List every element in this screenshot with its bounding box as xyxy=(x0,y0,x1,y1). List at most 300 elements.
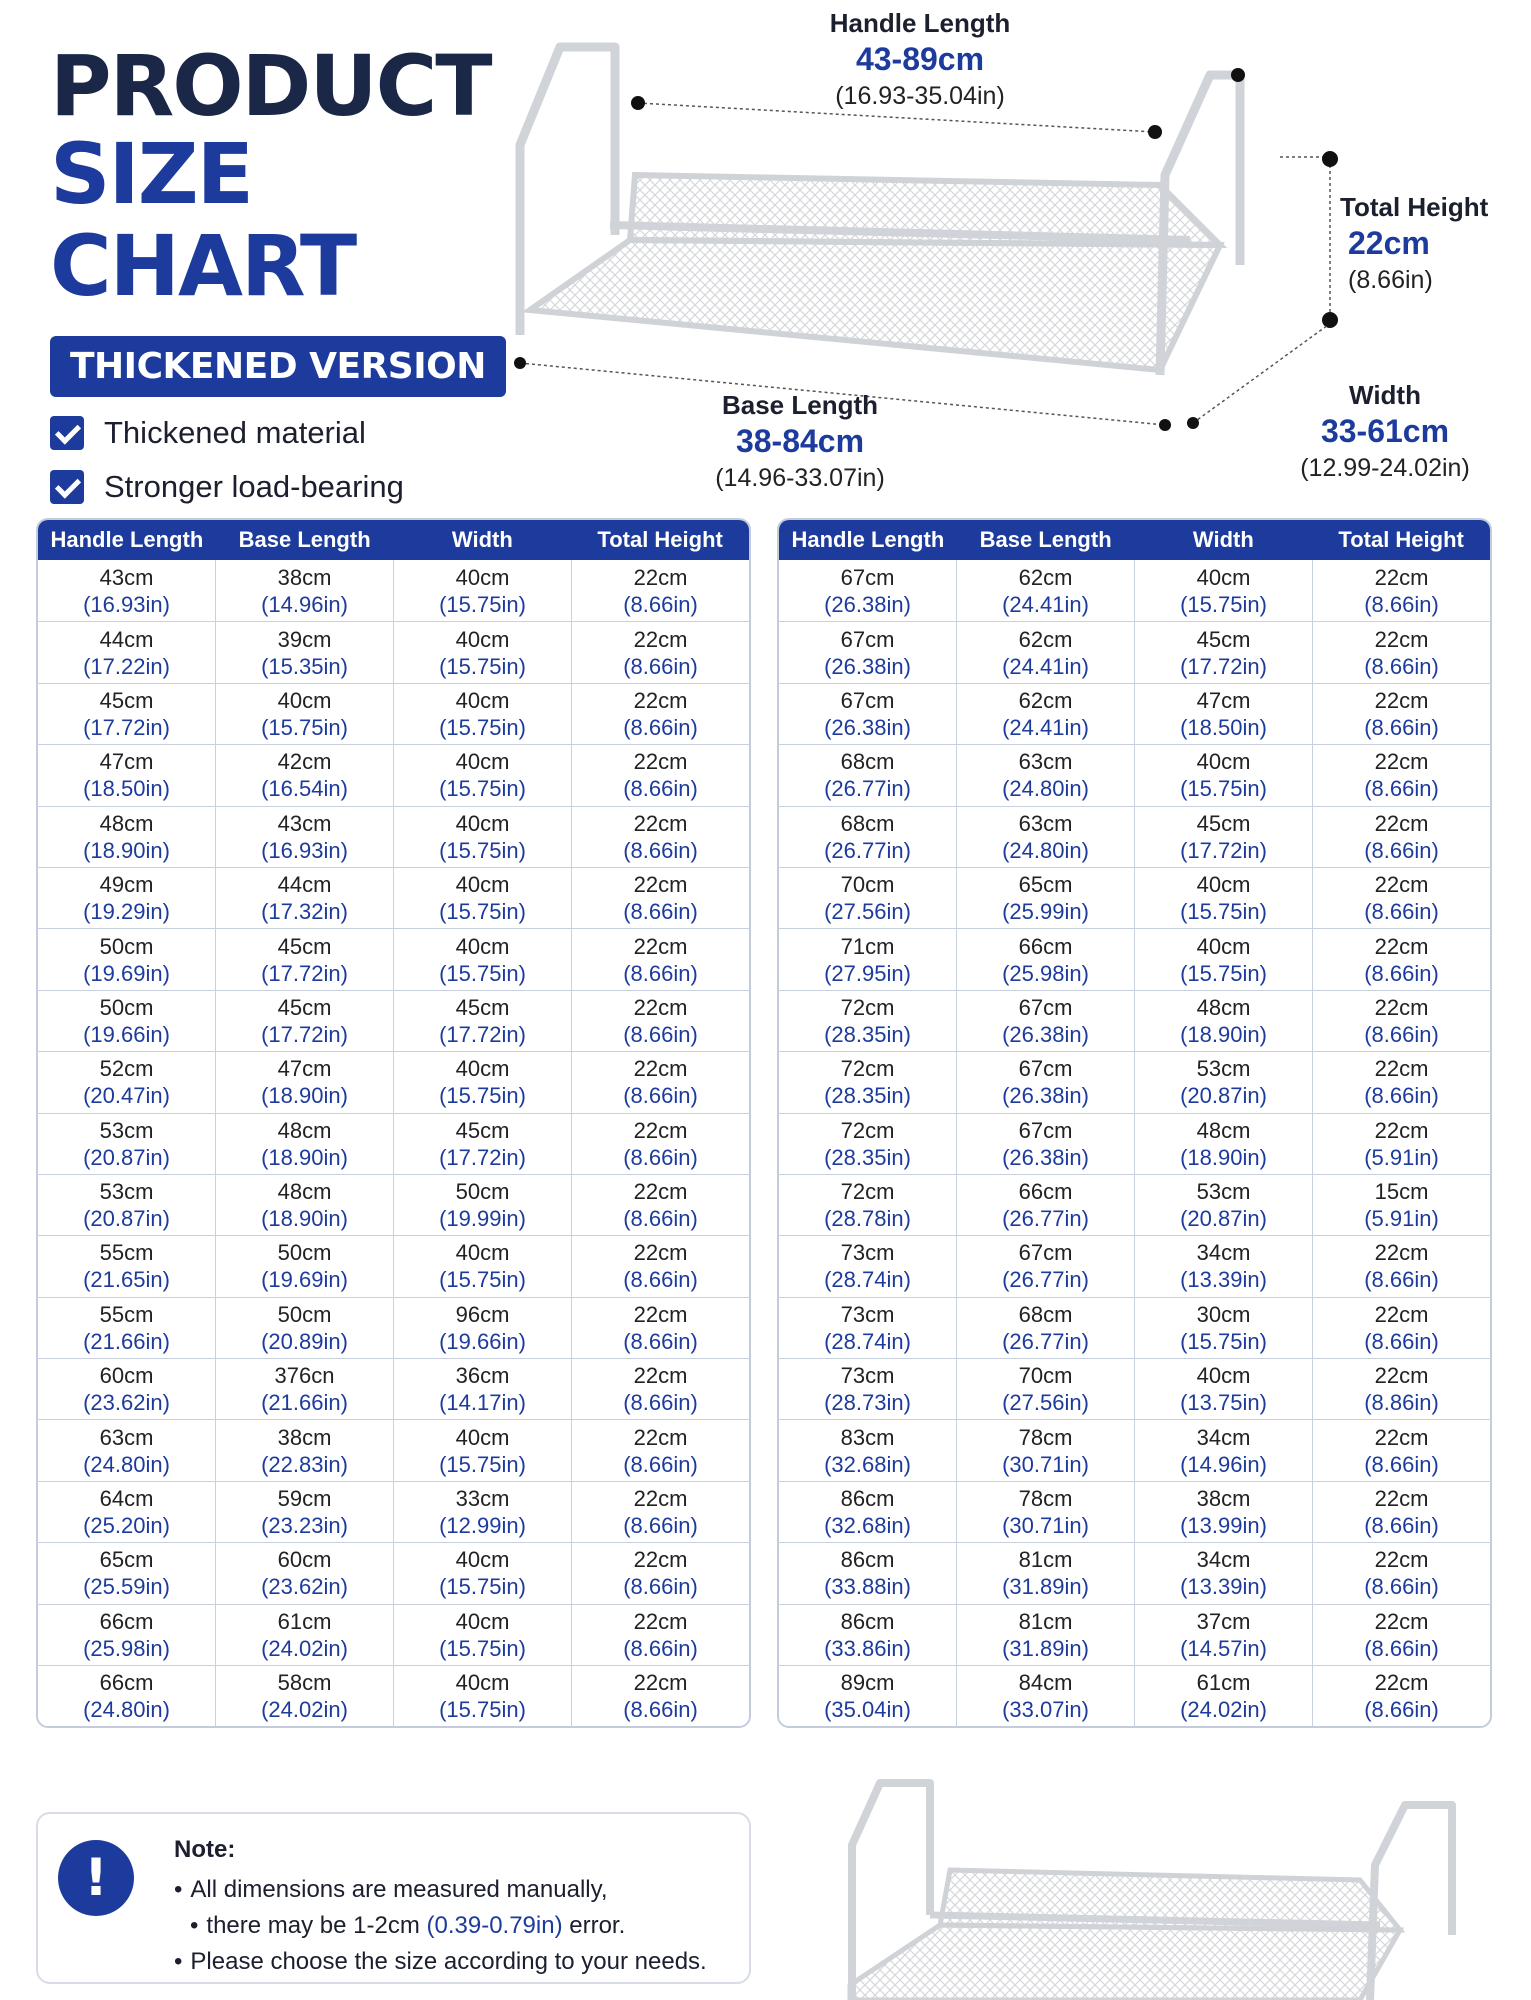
cell-cm-value: 81cm xyxy=(1018,1608,1073,1634)
table-cell xyxy=(571,1666,749,1726)
cell-inch-value: (15.75in) xyxy=(439,837,526,863)
cell-cm-value: 72cm xyxy=(840,1056,895,1082)
cell-inch-value: (15.75in) xyxy=(439,1697,526,1723)
cell-inch-value: (19.66in) xyxy=(83,1021,170,1047)
table-cell xyxy=(38,560,215,621)
cell-cm-value: 22cm xyxy=(633,1363,688,1389)
cell-cm-value: 53cm xyxy=(99,1179,154,1205)
cell-inch-value: (8.66in) xyxy=(1364,960,1439,986)
table-cell xyxy=(1312,1052,1490,1112)
table-cell xyxy=(1134,1052,1312,1112)
cell-inch-value: (30.71in) xyxy=(1002,1451,1089,1477)
cell-inch-value: (8.66in) xyxy=(623,1267,698,1293)
table-cell xyxy=(38,1114,215,1174)
cell-inch-value: (16.93in) xyxy=(261,837,348,863)
cell-cm-value: 84cm xyxy=(1018,1670,1073,1696)
cell-cm-value: 22cm xyxy=(1374,749,1429,775)
cell-inch-value: (18.90in) xyxy=(261,1083,348,1109)
cell-inch-value: (26.38in) xyxy=(1002,1021,1089,1047)
cell-inch-value: (25.98in) xyxy=(83,1635,170,1661)
cell-cm-value: 22cm xyxy=(1374,1363,1429,1389)
feature-item xyxy=(50,469,510,505)
table-cell xyxy=(38,1543,215,1603)
cell-inch-value: (15.35in) xyxy=(261,653,348,679)
cell-cm-value: 66cm xyxy=(99,1608,154,1634)
table-cell xyxy=(779,1175,956,1235)
cell-inch-value: (14.96in) xyxy=(1180,1451,1267,1477)
cell-inch-value: (16.54in) xyxy=(261,776,348,802)
cell-cm-value: 22cm xyxy=(1374,994,1429,1020)
width-label: Width 33-61cm (12.99-24.02in) xyxy=(1300,380,1470,482)
cell-inch-value: (8.66in) xyxy=(1364,1021,1439,1047)
table-row xyxy=(779,1051,1490,1112)
table-cell xyxy=(571,1482,749,1542)
cell-inch-value: (8.66in) xyxy=(623,1697,698,1723)
cell-cm-value: 73cm xyxy=(840,1240,895,1266)
table-cell xyxy=(956,1052,1134,1112)
cell-inch-value: (19.29in) xyxy=(83,899,170,925)
cell-cm-value: 67cm xyxy=(840,564,895,590)
table-cell xyxy=(38,1298,215,1358)
cell-cm-value: 63cm xyxy=(1018,749,1073,775)
table-row xyxy=(38,990,749,1051)
table-cell xyxy=(779,868,956,928)
cell-cm-value: 376cn xyxy=(274,1363,335,1389)
cell-cm-value: 36cm xyxy=(455,1363,510,1389)
table-row xyxy=(38,806,749,867)
cell-cm-value: 67cm xyxy=(1018,1240,1073,1266)
column-header: Handle Length xyxy=(791,527,945,552)
table-cell xyxy=(393,807,571,867)
column-header: Base Length xyxy=(979,527,1112,552)
cell-cm-value: 33cm xyxy=(455,1486,510,1512)
cell-inch-value: (8.66in) xyxy=(623,1083,698,1109)
table-cell xyxy=(571,1543,749,1603)
page-title-line2: SIZE CHART xyxy=(50,125,356,315)
cell-inch-value: (24.41in) xyxy=(1002,591,1089,617)
table-cell xyxy=(779,1359,956,1419)
cell-cm-value: 58cm xyxy=(277,1670,332,1696)
cell-inch-value: (21.66in) xyxy=(83,1328,170,1354)
cell-cm-value: 40cm xyxy=(1196,872,1251,898)
table-cell xyxy=(1312,684,1490,744)
cell-inch-value: (8.66in) xyxy=(623,1021,698,1047)
cell-inch-value: (21.66in) xyxy=(261,1390,348,1416)
cell-inch-value: (17.72in) xyxy=(261,960,348,986)
cell-cm-value: 49cm xyxy=(99,872,154,898)
cell-inch-value: (8.66in) xyxy=(623,960,698,986)
cell-cm-value: 62cm xyxy=(1018,687,1073,713)
table-cell xyxy=(779,807,956,867)
table-cell xyxy=(393,1114,571,1174)
cell-cm-value: 48cm xyxy=(277,1117,332,1143)
cell-cm-value: 47cm xyxy=(277,1056,332,1082)
cell-inch-value: (20.47in) xyxy=(83,1083,170,1109)
table-header xyxy=(38,520,749,560)
cell-inch-value: (15.75in) xyxy=(439,1451,526,1477)
table-cell xyxy=(38,1175,215,1235)
column-header: Total Height xyxy=(597,527,723,552)
cell-inch-value: (8.66in) xyxy=(1364,1697,1439,1723)
cell-cm-value: 22cm xyxy=(1374,1670,1429,1696)
cell-inch-value: (26.77in) xyxy=(1002,1328,1089,1354)
cell-inch-value: (8.66in) xyxy=(1364,899,1439,925)
table-cell xyxy=(38,622,215,682)
cell-inch-value: (26.38in) xyxy=(824,653,911,679)
table-cell xyxy=(215,929,393,989)
cell-cm-value: 86cm xyxy=(840,1547,895,1573)
table-cell xyxy=(393,745,571,805)
cell-cm-value: 22cm xyxy=(1374,564,1429,590)
cell-inch-value: (18.50in) xyxy=(1180,714,1267,740)
table-cell xyxy=(38,684,215,744)
table-cell xyxy=(956,868,1134,928)
cell-cm-value: 22cm xyxy=(633,1240,688,1266)
cell-inch-value: (21.65in) xyxy=(83,1267,170,1293)
note-list xyxy=(174,1872,707,1980)
cell-inch-value: (26.77in) xyxy=(824,776,911,802)
table-cell xyxy=(1312,622,1490,682)
cell-cm-value: 45cm xyxy=(455,1117,510,1143)
cell-inch-value: (26.38in) xyxy=(824,591,911,617)
cell-cm-value: 66cm xyxy=(1018,1179,1073,1205)
cell-cm-value: 38cm xyxy=(277,1424,332,1450)
table-row xyxy=(38,683,749,744)
cell-inch-value: (14.96in) xyxy=(261,591,348,617)
cell-cm-value: 78cm xyxy=(1018,1486,1073,1512)
table-cell xyxy=(571,1298,749,1358)
table-cell xyxy=(956,1114,1134,1174)
table-cell xyxy=(215,1052,393,1112)
table-cell xyxy=(215,684,393,744)
table-cell xyxy=(956,745,1134,805)
cell-cm-value: 64cm xyxy=(99,1486,154,1512)
cell-inch-value: (35.04in) xyxy=(824,1697,911,1723)
cell-inch-value: (8.66in) xyxy=(623,1513,698,1539)
cell-inch-value: (18.90in) xyxy=(1180,1021,1267,1047)
cell-inch-value: (26.38in) xyxy=(1002,1144,1089,1170)
table-row xyxy=(38,1419,749,1480)
cell-inch-value: (13.75in) xyxy=(1180,1390,1267,1416)
base-length-label: Base Length 38-84cm (14.96-33.07in) xyxy=(715,390,885,492)
cell-cm-value: 22cm xyxy=(1374,1056,1429,1082)
table-cell xyxy=(1312,1605,1490,1665)
cell-cm-value: 22cm xyxy=(633,564,688,590)
cell-inch-value: (15.75in) xyxy=(439,1083,526,1109)
table-cell xyxy=(38,929,215,989)
table-row xyxy=(38,560,749,621)
cell-inch-value: (17.72in) xyxy=(439,1021,526,1047)
table-cell xyxy=(393,1298,571,1358)
cell-inch-value: (33.07in) xyxy=(1002,1697,1089,1723)
cell-inch-value: (20.87in) xyxy=(83,1206,170,1232)
table-cell xyxy=(571,991,749,1051)
table-cell xyxy=(779,1605,956,1665)
table-cell xyxy=(956,1175,1134,1235)
cell-inch-value: (24.02in) xyxy=(261,1635,348,1661)
table-cell xyxy=(956,1236,1134,1296)
cell-inch-value: (15.75in) xyxy=(1180,776,1267,802)
cell-cm-value: 65cm xyxy=(99,1547,154,1573)
table-row xyxy=(779,560,1490,621)
column-header: Width xyxy=(451,527,513,552)
cell-inch-value: (20.89in) xyxy=(261,1328,348,1354)
cell-inch-value: (28.73in) xyxy=(824,1390,911,1416)
cell-cm-value: 22cm xyxy=(633,1608,688,1634)
table-cell xyxy=(38,1666,215,1726)
cell-cm-value: 47cm xyxy=(99,749,154,775)
table-cell xyxy=(38,1420,215,1480)
cell-cm-value: 70cm xyxy=(840,872,895,898)
table-row xyxy=(38,1051,749,1112)
cell-cm-value: 22cm xyxy=(1374,1608,1429,1634)
table-cell xyxy=(215,560,393,621)
cell-inch-value: (23.62in) xyxy=(261,1574,348,1600)
cell-inch-value: (8.66in) xyxy=(623,837,698,863)
table-cell xyxy=(393,684,571,744)
table-row xyxy=(779,621,1490,682)
cell-inch-value: (24.80in) xyxy=(1002,837,1089,863)
cell-cm-value: 53cm xyxy=(99,1117,154,1143)
cell-inch-value: (31.89in) xyxy=(1002,1635,1089,1661)
table-cell xyxy=(1312,1298,1490,1358)
cell-cm-value: 40cm xyxy=(455,1056,510,1082)
cell-inch-value: (8.66in) xyxy=(1364,1328,1439,1354)
cell-cm-value: 39cm xyxy=(277,626,332,652)
table-cell xyxy=(1312,929,1490,989)
table-cell xyxy=(393,929,571,989)
cell-cm-value: 22cm xyxy=(1374,810,1429,836)
cell-cm-value: 40cm xyxy=(455,872,510,898)
table-cell xyxy=(1312,1482,1490,1542)
cell-inch-value: (14.17in) xyxy=(439,1390,526,1416)
shelf-photo xyxy=(840,1775,1480,2000)
cell-cm-value: 45cm xyxy=(277,994,332,1020)
cell-cm-value: 22cm xyxy=(633,1179,688,1205)
cell-cm-value: 67cm xyxy=(840,687,895,713)
cell-cm-value: 40cm xyxy=(1196,749,1251,775)
cell-inch-value: (17.72in) xyxy=(439,1144,526,1170)
cell-cm-value: 45cm xyxy=(1196,626,1251,652)
cell-inch-value: (8.66in) xyxy=(1364,653,1439,679)
cell-cm-value: 15cm xyxy=(1374,1179,1429,1205)
cell-cm-value: 53cm xyxy=(1196,1179,1251,1205)
cell-inch-value: (8.66in) xyxy=(1364,1451,1439,1477)
cell-inch-value: (18.90in) xyxy=(83,837,170,863)
table-cell xyxy=(1312,560,1490,621)
table-cell xyxy=(393,1175,571,1235)
cell-inch-value: (19.99in) xyxy=(439,1206,526,1232)
table-cell xyxy=(1312,991,1490,1051)
cell-cm-value: 40cm xyxy=(455,933,510,959)
table-cell xyxy=(215,807,393,867)
cell-cm-value: 40cm xyxy=(455,564,510,590)
cell-inch-value: (15.75in) xyxy=(1180,960,1267,986)
table-cell xyxy=(38,868,215,928)
cell-inch-value: (24.80in) xyxy=(1002,776,1089,802)
cell-cm-value: 40cm xyxy=(455,1424,510,1450)
cell-inch-value: (8.66in) xyxy=(1364,1574,1439,1600)
cell-cm-value: 22cm xyxy=(633,1486,688,1512)
table-cell xyxy=(1134,622,1312,682)
table-cell xyxy=(393,1605,571,1665)
table-cell xyxy=(571,807,749,867)
table-cell xyxy=(393,1236,571,1296)
cell-cm-value: 22cm xyxy=(1374,1301,1429,1327)
cell-cm-value: 62cm xyxy=(1018,626,1073,652)
table-cell xyxy=(215,1298,393,1358)
table-cell xyxy=(956,991,1134,1051)
cell-inch-value: (25.98in) xyxy=(1002,960,1089,986)
note-item-continued: • there may be 1-2cm (0.39-0.79in) error. xyxy=(174,1908,707,1944)
cell-inch-value: (27.56in) xyxy=(824,899,911,925)
cell-inch-value: (15.75in) xyxy=(439,1635,526,1661)
table-cell xyxy=(779,991,956,1051)
table-cell xyxy=(215,1114,393,1174)
table-cell xyxy=(38,807,215,867)
table-cell xyxy=(393,991,571,1051)
cell-inch-value: (5.91in) xyxy=(1364,1206,1439,1232)
table-cell xyxy=(571,1420,749,1480)
cell-cm-value: 44cm xyxy=(99,626,154,652)
table-cell xyxy=(779,929,956,989)
cell-cm-value: 48cm xyxy=(277,1179,332,1205)
table-cell xyxy=(393,868,571,928)
cell-inch-value: (8.66in) xyxy=(1364,837,1439,863)
table-body xyxy=(779,560,1490,1726)
cell-inch-value: (15.75in) xyxy=(1180,591,1267,617)
cell-cm-value: 47cm xyxy=(1196,687,1251,713)
table-cell xyxy=(779,560,956,621)
cell-cm-value: 22cm xyxy=(1374,687,1429,713)
cell-cm-value: 67cm xyxy=(840,626,895,652)
table-cell xyxy=(956,684,1134,744)
table-row xyxy=(38,1604,749,1665)
table-cell xyxy=(571,745,749,805)
cell-inch-value: (8.66in) xyxy=(623,899,698,925)
cell-inch-value: (12.99in) xyxy=(439,1513,526,1539)
cell-cm-value: 30cm xyxy=(1196,1301,1251,1327)
cell-inch-value: (26.77in) xyxy=(824,837,911,863)
cell-inch-value: (19.66in) xyxy=(439,1328,526,1354)
cell-inch-value: (28.74in) xyxy=(824,1267,911,1293)
cell-inch-value: (32.68in) xyxy=(824,1451,911,1477)
cell-cm-value: 50cm xyxy=(99,933,154,959)
cell-inch-value: (25.20in) xyxy=(83,1513,170,1539)
table-row xyxy=(779,1174,1490,1235)
cell-cm-value: 62cm xyxy=(1018,564,1073,590)
cell-cm-value: 22cm xyxy=(1374,933,1429,959)
table-cell xyxy=(956,1605,1134,1665)
cell-inch-value: (5.91in) xyxy=(1364,1144,1439,1170)
cell-cm-value: 22cm xyxy=(1374,1424,1429,1450)
table-row xyxy=(38,1481,749,1542)
cell-cm-value: 52cm xyxy=(99,1056,154,1082)
cell-inch-value: (18.90in) xyxy=(261,1206,348,1232)
cell-cm-value: 42cm xyxy=(277,749,332,775)
cell-inch-value: (22.83in) xyxy=(261,1451,348,1477)
feature-item xyxy=(50,415,510,451)
table-cell xyxy=(1134,1298,1312,1358)
cell-cm-value: 22cm xyxy=(633,1056,688,1082)
table-cell xyxy=(393,1359,571,1419)
table-cell xyxy=(1312,1666,1490,1726)
cell-cm-value: 40cm xyxy=(1196,564,1251,590)
table-cell xyxy=(1312,1175,1490,1235)
table-cell xyxy=(215,1482,393,1542)
cell-inch-value: (33.88in) xyxy=(824,1574,911,1600)
cell-cm-value: 34cm xyxy=(1196,1240,1251,1266)
cell-inch-value: (8.66in) xyxy=(1364,591,1439,617)
cell-cm-value: 22cm xyxy=(1374,872,1429,898)
cell-cm-value: 60cm xyxy=(99,1363,154,1389)
table-cell xyxy=(1134,1543,1312,1603)
table-cell xyxy=(38,1359,215,1419)
table-cell xyxy=(1134,1359,1312,1419)
table-cell xyxy=(571,1052,749,1112)
cell-cm-value: 22cm xyxy=(633,810,688,836)
cell-inch-value: (24.80in) xyxy=(83,1697,170,1723)
cell-cm-value: 59cm xyxy=(277,1486,332,1512)
table-cell xyxy=(393,1420,571,1480)
table-row xyxy=(38,744,749,805)
cell-cm-value: 72cm xyxy=(840,994,895,1020)
cell-inch-value: (19.69in) xyxy=(261,1267,348,1293)
table-cell xyxy=(1134,684,1312,744)
cell-cm-value: 45cm xyxy=(1196,810,1251,836)
cell-inch-value: (15.75in) xyxy=(1180,1328,1267,1354)
cell-inch-value: (8.66in) xyxy=(1364,776,1439,802)
cell-cm-value: 55cm xyxy=(99,1240,154,1266)
table-cell xyxy=(1134,929,1312,989)
cell-inch-value: (15.75in) xyxy=(439,591,526,617)
cell-cm-value: 34cm xyxy=(1196,1424,1251,1450)
cell-cm-value: 22cm xyxy=(633,1117,688,1143)
cell-cm-value: 40cm xyxy=(455,749,510,775)
table-cell xyxy=(38,1482,215,1542)
cell-cm-value: 40cm xyxy=(455,1608,510,1634)
cell-cm-value: 40cm xyxy=(455,687,510,713)
table-cell xyxy=(38,745,215,805)
cell-inch-value: (20.87in) xyxy=(1180,1206,1267,1232)
table-row xyxy=(779,1665,1490,1726)
cell-inch-value: (27.95in) xyxy=(824,960,911,986)
cell-inch-value: (28.78in) xyxy=(824,1206,911,1232)
cell-inch-value: (30.71in) xyxy=(1002,1513,1089,1539)
cell-inch-value: (26.38in) xyxy=(824,714,911,740)
cell-inch-value: (20.87in) xyxy=(83,1144,170,1170)
column-header: Total Height xyxy=(1338,527,1464,552)
cell-inch-value: (8.66in) xyxy=(623,1328,698,1354)
table-cell xyxy=(571,684,749,744)
cell-inch-value: (24.41in) xyxy=(1002,714,1089,740)
table-cell xyxy=(779,1420,956,1480)
cell-cm-value: 40cm xyxy=(1196,933,1251,959)
cell-inch-value: (8.66in) xyxy=(623,1574,698,1600)
table-row xyxy=(38,621,749,682)
table-cell xyxy=(779,1298,956,1358)
cell-inch-value: (8.66in) xyxy=(1364,1267,1439,1293)
table-row xyxy=(38,928,749,989)
cell-cm-value: 68cm xyxy=(840,810,895,836)
cell-cm-value: 22cm xyxy=(633,1670,688,1696)
table-cell xyxy=(38,1052,215,1112)
cell-inch-value: (8.66in) xyxy=(1364,714,1439,740)
cell-cm-value: 22cm xyxy=(1374,1240,1429,1266)
table-cell xyxy=(215,1359,393,1419)
cell-cm-value: 63cm xyxy=(1018,810,1073,836)
table-cell xyxy=(1134,1605,1312,1665)
